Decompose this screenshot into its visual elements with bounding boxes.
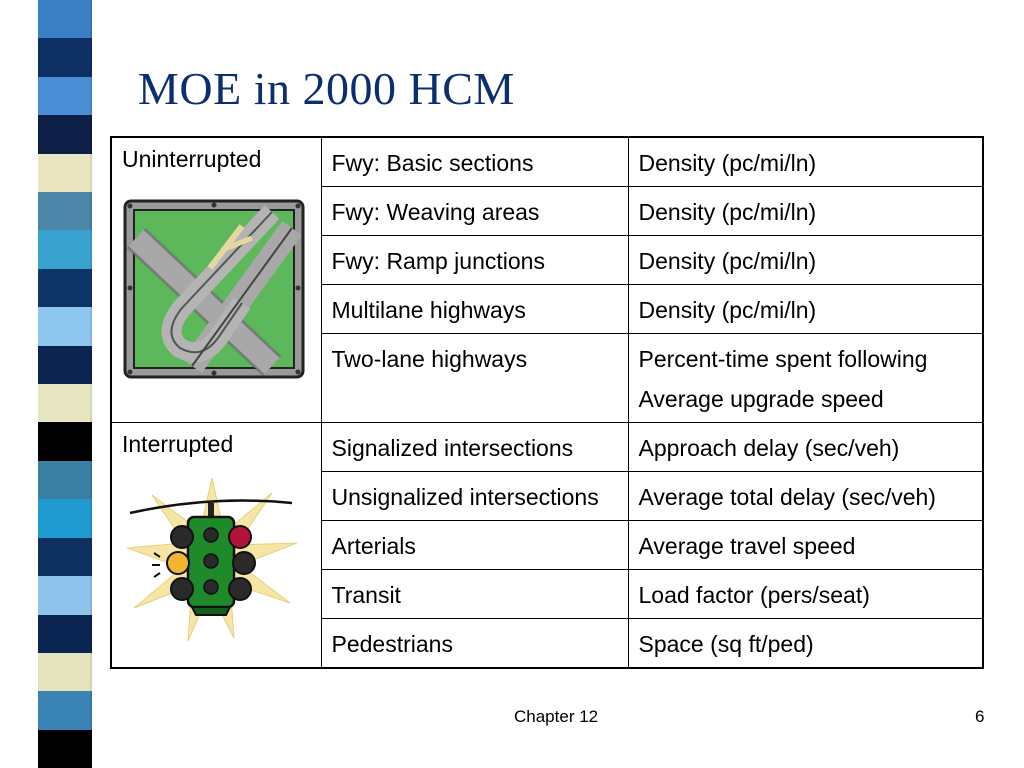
- moe-text: Space (sq ft/ped): [638, 631, 814, 657]
- moe-text: Average upgrade speed: [638, 386, 884, 412]
- moe-text: Load factor (pers/seat): [638, 582, 870, 608]
- stripe-segment-fill: [38, 653, 92, 691]
- moe-text: Average travel speed: [638, 533, 856, 559]
- stripe-segment-fill: [38, 0, 92, 38]
- moe-cell: [628, 285, 983, 334]
- facility-cell: Multilane highways: [321, 285, 628, 334]
- facility-cell: Two-lane highways: [321, 334, 628, 423]
- moe-cell: [628, 334, 983, 423]
- highway-interchange-icon: [122, 198, 311, 389]
- facility-cell: Fwy: Basic sections: [321, 137, 628, 187]
- facility-cell: Pedestrians: [321, 619, 628, 669]
- stripe-segment-fill: [38, 77, 92, 115]
- category-label: Uninterrupted: [122, 146, 262, 172]
- stripe-segment-fill: [38, 730, 92, 768]
- moe-text: Density (pc/mi/ln): [638, 248, 817, 274]
- stripe-segment-fill: [38, 422, 92, 460]
- moe-cell: [628, 137, 983, 187]
- stripe-segment-fill: [38, 499, 92, 537]
- category-cell-interrupted: [111, 423, 321, 669]
- stripe-segment-fill: [38, 346, 92, 384]
- moe-text: Density (pc/mi/ln): [638, 150, 817, 176]
- category-label: Interrupted: [122, 431, 234, 457]
- moe-text: Density (pc/mi/ln): [638, 297, 817, 323]
- stripe-segment-fill: [38, 115, 92, 153]
- moe-cell: [628, 187, 983, 236]
- facility-cell: Fwy: Weaving areas: [321, 187, 628, 236]
- stripe-left-margin: [0, 0, 38, 768]
- stripe-segment-fill: [38, 230, 92, 268]
- category-cell-uninterrupted: [111, 137, 321, 423]
- moe-text: Density (pc/mi/ln): [638, 199, 817, 225]
- moe-cell: [628, 570, 983, 619]
- facility-cell: Arterials: [321, 521, 628, 570]
- table-row: [111, 137, 983, 187]
- slide-title: MOE in 2000 HCM: [138, 63, 515, 114]
- facility-cell: Fwy: Ramp junctions: [321, 236, 628, 285]
- table-row: [111, 423, 983, 472]
- stripe-segment-fill: [38, 384, 92, 422]
- stripe-segment-fill: [38, 38, 92, 76]
- stripe-segment-fill: [38, 576, 92, 614]
- facility-cell: Transit: [321, 570, 628, 619]
- facility-cell: Unsignalized intersections: [321, 472, 628, 521]
- stripe-segment-fill: [38, 192, 92, 230]
- moe-cell: [628, 423, 983, 472]
- moe-cell: [628, 521, 983, 570]
- stripe-segment-fill: [38, 154, 92, 192]
- moe-text: Approach delay (sec/veh): [638, 435, 900, 461]
- stripe-segment-fill: [38, 691, 92, 729]
- moe-text: Percent-time spent following: [638, 346, 928, 372]
- footer-page-number: 6: [975, 707, 985, 726]
- moe-cell: [628, 236, 983, 285]
- stripe-segment-fill: [38, 269, 92, 307]
- moe-cell: [628, 619, 983, 669]
- stripe-segment-fill: [38, 615, 92, 653]
- moe-text: Average total delay (sec/veh): [638, 484, 936, 510]
- moe-cell: [628, 472, 983, 521]
- stripe-segment-fill: [38, 461, 92, 499]
- footer-chapter: Chapter 12: [514, 707, 599, 726]
- traffic-light-icon: [122, 473, 311, 652]
- moe-table: [110, 136, 984, 669]
- stripe-segment-fill: [38, 307, 92, 345]
- stripe-segment-fill: [38, 538, 92, 576]
- facility-cell: Signalized intersections: [321, 423, 628, 472]
